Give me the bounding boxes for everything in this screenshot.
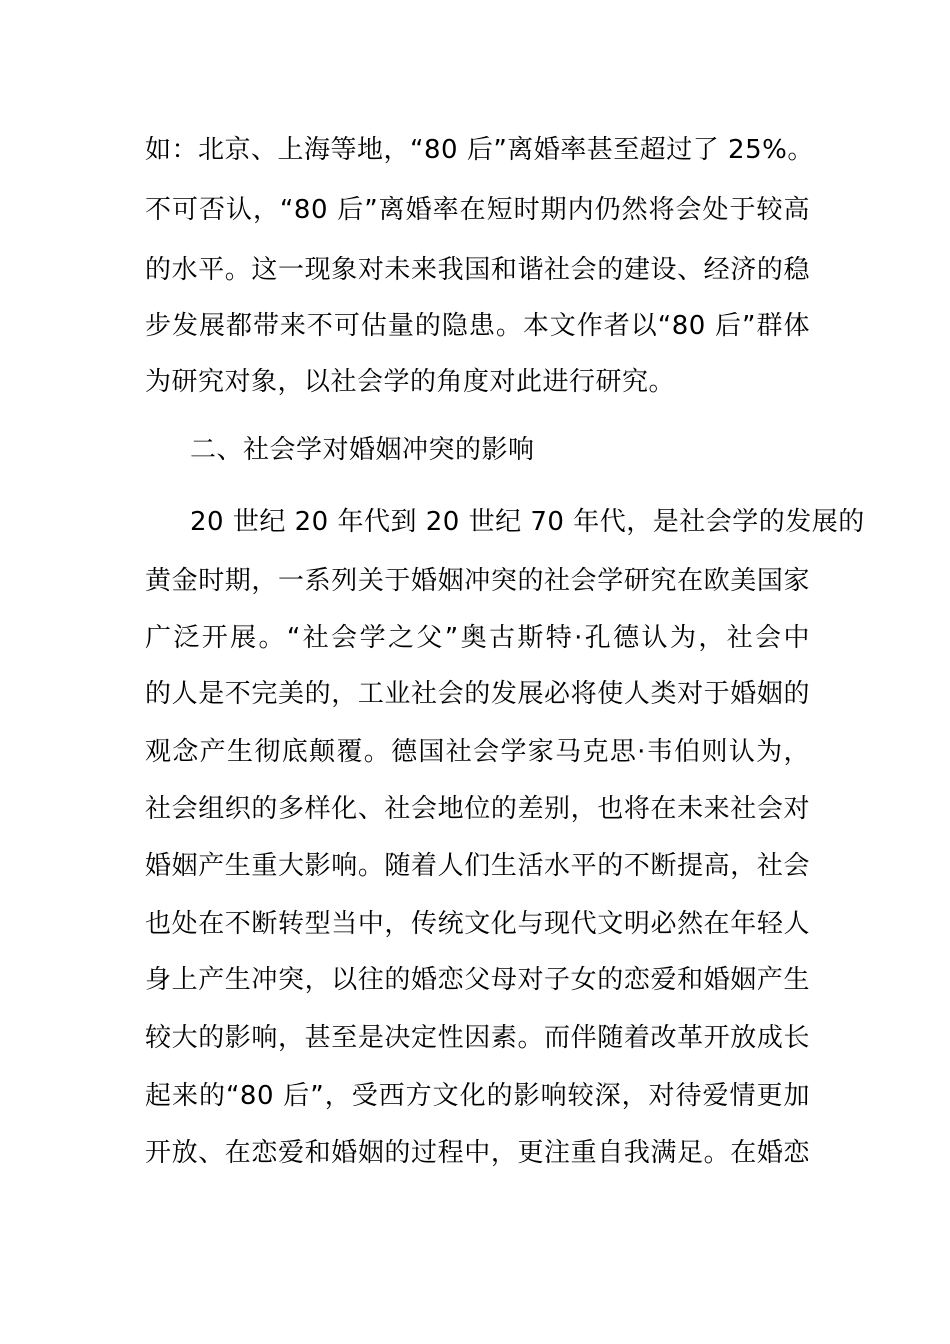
paragraph-2-line-10: 较大的影响，甚至是决定性因素。而伴随着改革开放成长: [145, 1023, 810, 1053]
paragraph-1-line-3: 的水平。这一现象对未来我国和谐社会的建设、经济的稳: [145, 255, 810, 285]
paragraph-2-line-2: 黄金时期，一系列关于婚姻冲突的社会学研究在欧美国家: [145, 566, 810, 596]
paragraph-2-line-1: 20 世纪 20 年代到 20 世纪 70 年代，是社会学的发展的: [190, 507, 865, 537]
paragraph-2-line-4: 的人是不完美的，工业社会的发展必将使人类对于婚姻的: [145, 679, 810, 709]
paragraph-2-line-9: 身上产生冲突，以往的婚恋父母对子女的恋爱和婚姻产生: [145, 965, 810, 995]
paragraph-2-line-6: 社会组织的多样化、社会地位的差别，也将在未来社会对: [145, 794, 810, 824]
paragraph-2-line-3: 广泛开展。“社会学之父”奥古斯特·孔德认为，社会中: [145, 623, 810, 653]
paragraph-2-line-7: 婚姻产生重大影响。随着人们生活水平的不断提高，社会: [145, 851, 810, 881]
paragraph-1-line-4: 步发展都带来不可估量的隐患。本文作者以“80 后”群体: [145, 311, 810, 341]
section-heading: 二、社会学对婚姻冲突的影响: [190, 435, 535, 465]
paragraph-1-line-1: 如：北京、上海等地，“80 后”离婚率甚至超过了 25%。: [145, 135, 814, 165]
paragraph-2-line-12: 开放、在恋爱和婚姻的过程中，更注重自我满足。在婚恋: [145, 1138, 810, 1168]
paragraph-2-line-8: 也处在不断转型当中，传统文化与现代文明必然在年轻人: [145, 909, 810, 939]
paragraph-1-line-2: 不可否认，“80 后”离婚率在短时期内仍然将会处于较高: [145, 195, 810, 225]
paragraph-2-line-11: 起来的“80 后”，受西方文化的影响较深，对待爱情更加: [145, 1081, 810, 1111]
paragraph-1-line-5: 为研究对象，以社会学的角度对此进行研究。: [145, 367, 676, 397]
paragraph-2-line-5: 观念产生彻底颠覆。德国社会学家马克思·韦伯则认为，: [145, 737, 810, 767]
